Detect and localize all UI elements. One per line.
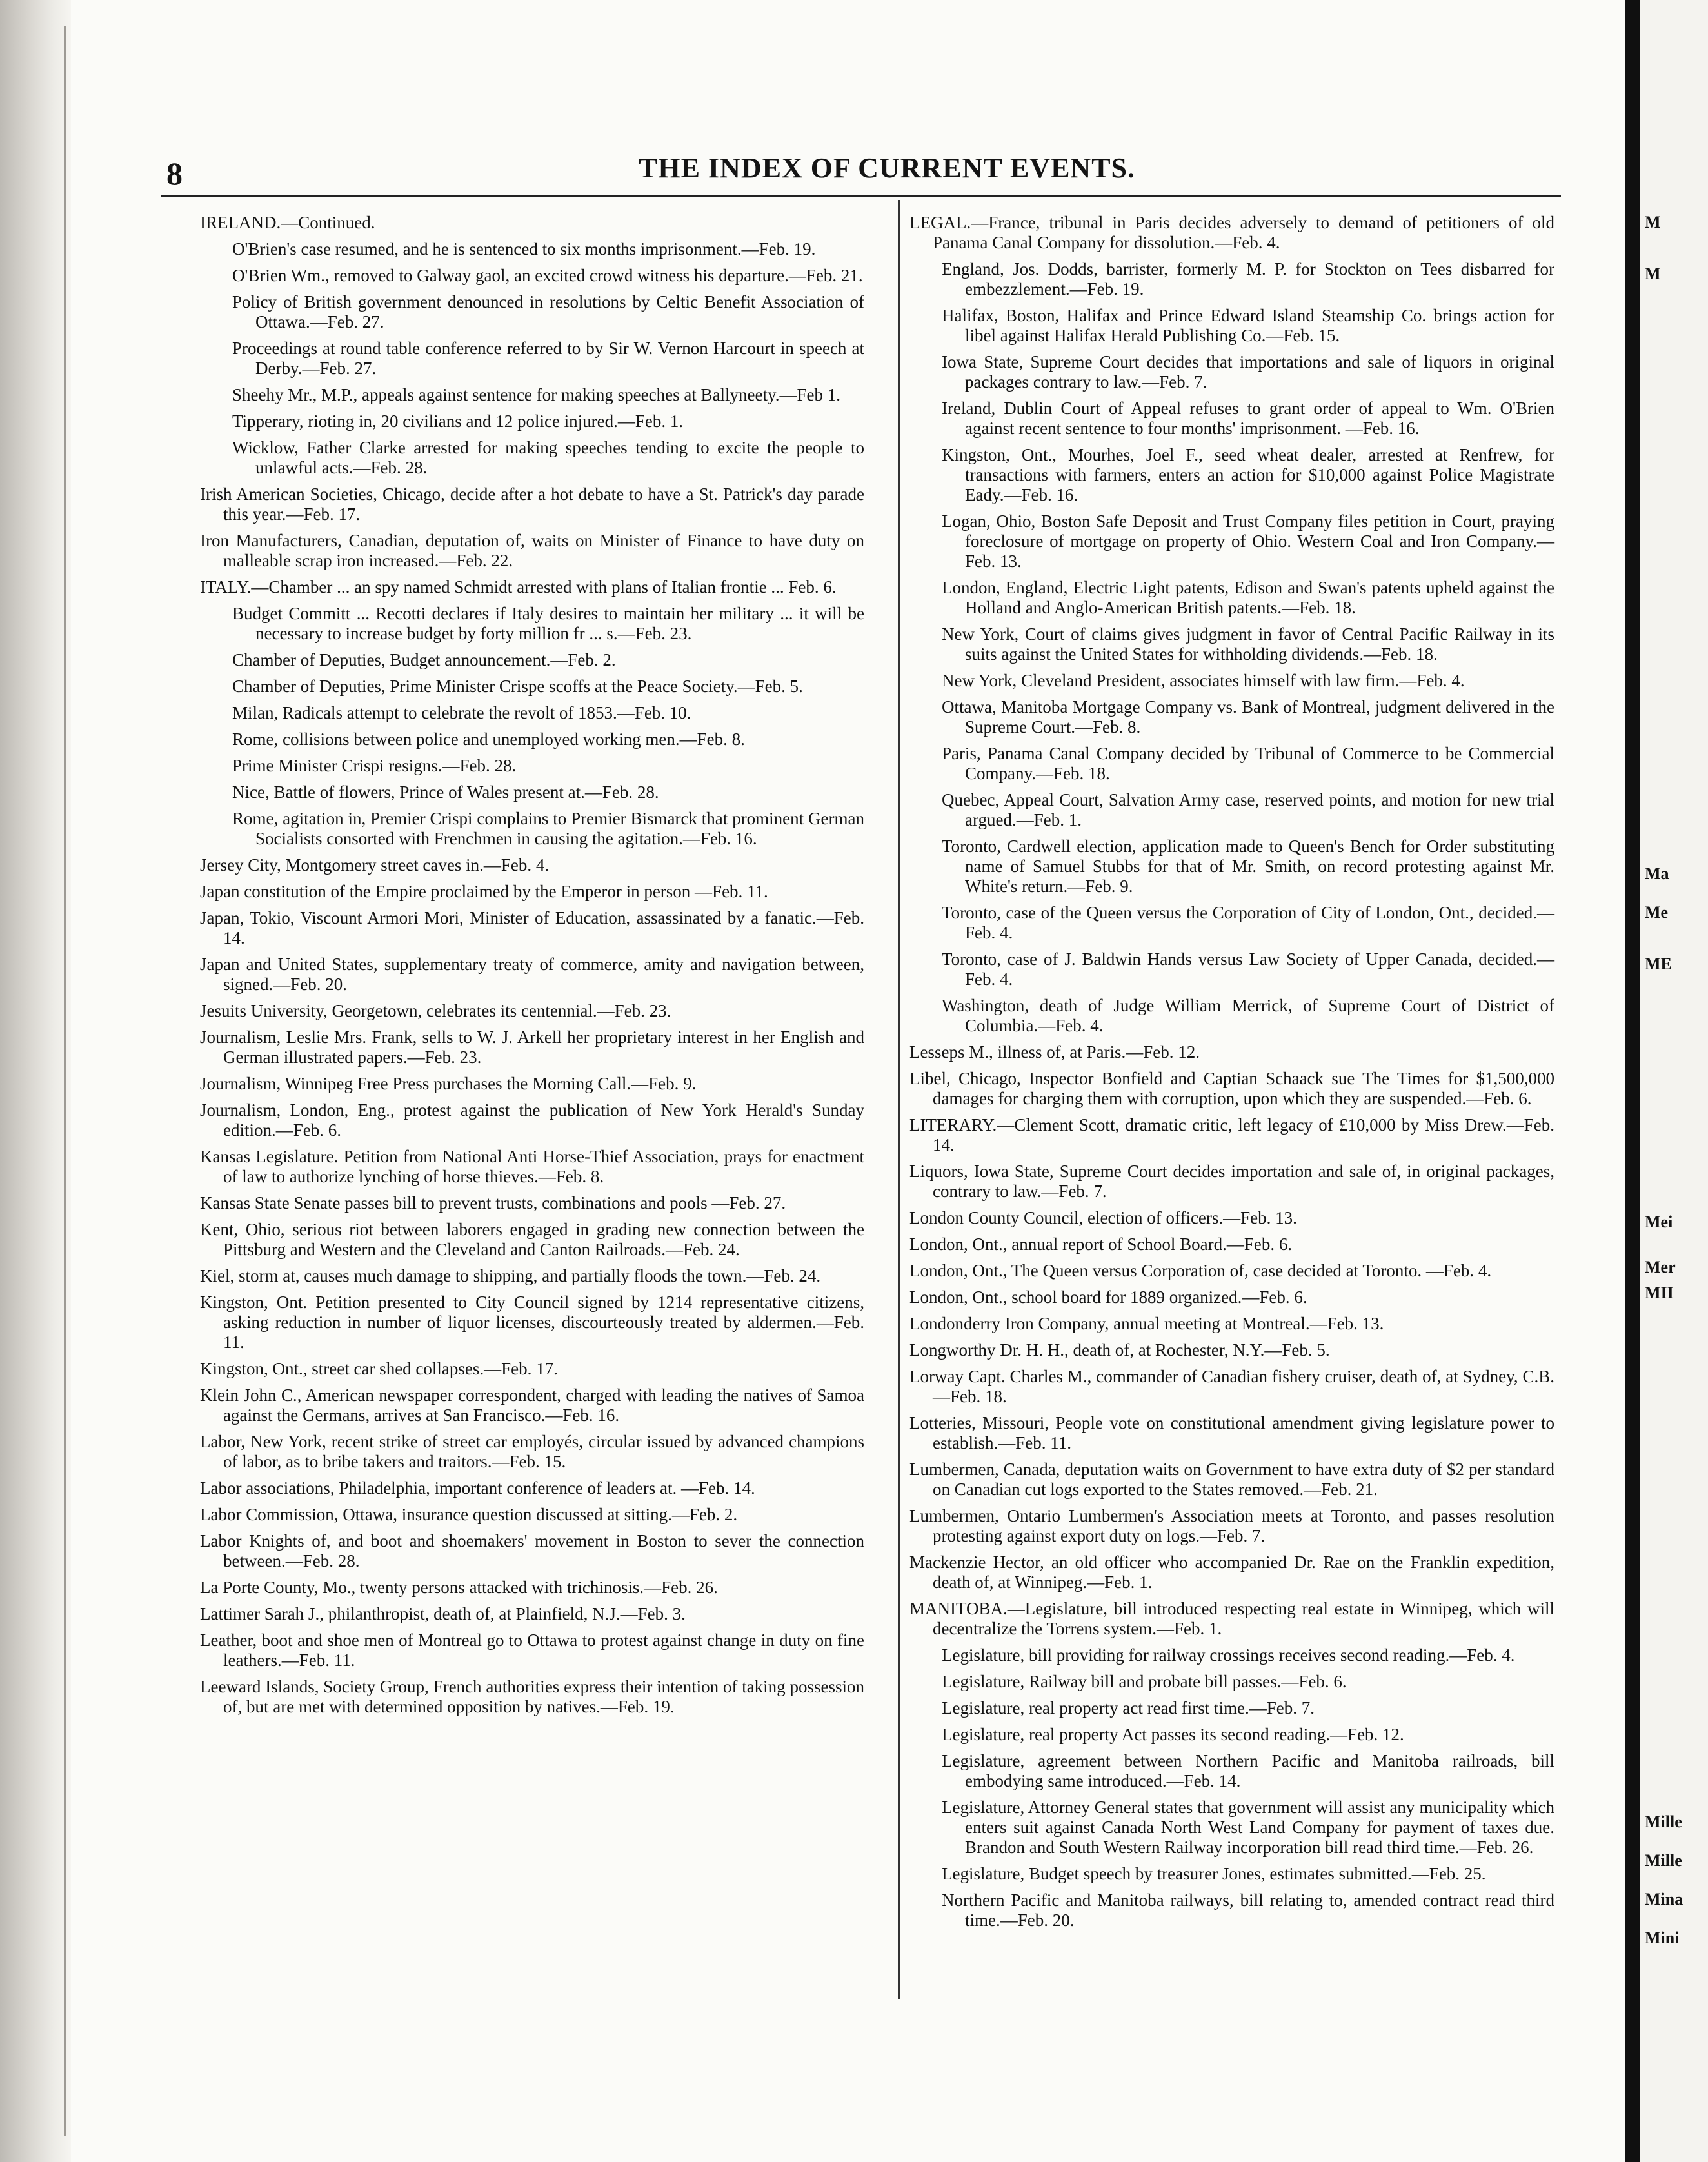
facing-page-fragment: Ma — [1645, 864, 1669, 883]
index-entry: MANITOBA.—Legislature, bill introduced respecting real estate in Winnipeg, which will decentralize the Torrens system.—Feb. 1. — [909, 1599, 1554, 1638]
index-entry: Irish American Societies, Chicago, decide after a hot debate to have a St. Patrick's day parade this year.—Feb. 17. — [200, 484, 864, 524]
index-entry: LITERARY.—Clement Scott, dramatic critic, left legacy of £10,000 by Miss Drew.—Feb. 14. — [909, 1115, 1554, 1155]
gutter-shadow — [1625, 0, 1640, 2162]
index-entry: London, Ont., annual report of School Board.—Feb. 6. — [909, 1235, 1293, 1254]
index-entry: Lumbermen, Ontario Lumbermen's Association meets at Toronto, and passes resolution protesting against export duty on logs.—Feb. 7. — [909, 1506, 1554, 1545]
index-entry: Journalism, London, Eng., protest against the publication of New York Herald's Sunday edition.—Feb. 6. — [200, 1100, 864, 1140]
left-column — [200, 213, 864, 1723]
index-entry: Legislature, Budget speech by treasurer Jones, estimates submitted.—Feb. 25. — [942, 1864, 1486, 1883]
index-entry: Legislature, Attorney General states that government will assist any municipality which enters suit against Canada North West Land Company for payment of taxes due. Brandon and South Western Railway incorporation bill read third time.—Feb. 26. — [942, 1798, 1554, 1857]
index-entry: Lattimer Sarah J., philanthropist, death of, at Plainfield, N.J.—Feb. 3. — [200, 1604, 686, 1623]
facing-page-fragment: ME — [1645, 955, 1672, 973]
index-entry: Proceedings at round table conference referred to by Sir W. Vernon Harcourt in speech at Derby.—Feb. 27. — [232, 339, 864, 378]
index-entry: La Porte County, Mo., twenty persons attacked with trichinosis.—Feb. 26. — [200, 1578, 718, 1597]
index-entry: Japan and United States, supplementary treaty of commerce, amity and navigation between, signed.—Feb. 20. — [200, 955, 864, 994]
index-entry: Kent, Ohio, serious riot between laborers engaged in grading new connection between the Pittsburg and Western and the Cleveland and Canton Railroads.—Feb. 24. — [200, 1220, 864, 1259]
index-entry: Jersey City, Montgomery street caves in.—Feb. 4. — [200, 855, 550, 875]
index-entry: Legislature, real property act read first time.—Feb. 7. — [942, 1698, 1315, 1718]
facing-page-fragment: M — [1645, 213, 1661, 232]
index-entry: Kansas Legislature. Petition from National Anti Horse-Thief Association, prays for enactment of law to authorize lynching of horse thieves.—Feb. 8. — [200, 1147, 864, 1186]
index-entry: London, Ont., The Queen versus Corporation of, case decided at Toronto. —Feb. 4. — [909, 1261, 1492, 1280]
index-entry: Ottawa, Manitoba Mortgage Company vs. Bank of Montreal, judgment delivered in the Supreme Court.—Feb. 8. — [942, 697, 1554, 737]
book-binding — [0, 0, 71, 2162]
index-entry: Japan constitution of the Empire proclaimed by the Emperor in person —Feb. 11. — [200, 882, 768, 901]
facing-page-fragment: Mini — [1645, 1929, 1680, 1947]
index-entry: Legislature, Railway bill and probate bill passes.—Feb. 6. — [942, 1672, 1347, 1691]
index-entry: Nice, Battle of flowers, Prince of Wales present at.—Feb. 28. — [232, 782, 659, 802]
index-entry: Labor Knights of, and boot and shoemakers' movement in Boston to sever the connection between.—Feb. 28. — [200, 1531, 864, 1571]
index-entry: Halifax, Boston, Halifax and Prince Edward Island Steamship Co. brings action for libel against Halifax Herald Publishing Co.—Feb. 15. — [942, 306, 1554, 345]
index-entry: Leather, boot and shoe men of Montreal go to Ottawa to protest against change in duty on fine leathers.—Feb. 11. — [200, 1631, 864, 1670]
index-entry: Prime Minister Crispi resigns.—Feb. 28. — [232, 756, 517, 775]
index-entry: England, Jos. Dodds, barrister, formerly M. P. for Stockton on Tees disbarred for embezzlement.—Feb. 19. — [942, 259, 1554, 299]
index-entry: Kansas State Senate passes bill to prevent trusts, combinations and pools —Feb. 27. — [200, 1193, 786, 1213]
index-entry: Legislature, real property Act passes its second reading.—Feb. 12. — [942, 1725, 1404, 1744]
index-entry: Paris, Panama Canal Company decided by Tribunal of Commerce to be Commercial Company.—Feb. 18. — [942, 744, 1554, 783]
index-entry: New York, Court of claims gives judgment in favor of Central Pacific Railway in its suits against the United States for withholding dividends.—Feb. 18. — [942, 624, 1554, 664]
index-entry: Milan, Radicals attempt to celebrate the revolt of 1853.—Feb. 10. — [232, 703, 691, 722]
index-entry: Kingston, Ont., street car shed collapses.—Feb. 17. — [200, 1359, 558, 1378]
index-entry: Policy of British government denounced in resolutions by Celtic Benefit Association of Ottawa.—Feb. 27. — [232, 292, 864, 332]
facing-page-fragment: Mei — [1645, 1213, 1673, 1231]
index-entry: Legislature, bill providing for railway crossings receives second reading.—Feb. 4. — [942, 1645, 1515, 1665]
index-entry: Kingston, Ont., Mourhes, Joel F., seed wheat dealer, arrested at Renfrew, for transactions with farmers, enters an action for $10,000 against Police Magistrate Eady.—Feb. 16. — [942, 445, 1554, 504]
index-entry: Toronto, Cardwell election, application made to Queen's Bench for Order substituting name of Samuel Stubbs for that of Mr. Smith, on record protesting against Mr. White's return.—Feb. 9. — [942, 837, 1554, 896]
column-rule — [898, 200, 900, 1999]
index-entry: Tipperary, rioting in, 20 civilians and 12 police injured.—Feb. 1. — [232, 412, 684, 431]
index-entry: O'Brien Wm., removed to Galway gaol, an excited crowd witness his departure.—Feb. 21. — [232, 266, 863, 285]
index-entry: Wicklow, Father Clarke arrested for making speeches tending to excite the people to unlawful acts.—Feb. 28. — [232, 438, 864, 477]
index-entry: Chamber of Deputies, Budget announcement.—Feb. 2. — [232, 650, 616, 669]
index-entry: Washington, death of Judge William Merrick, of Supreme Court of District of Columbia.—Feb. 4. — [942, 996, 1554, 1035]
index-entry: Sheehy Mr., M.P., appeals against sentence for making speeches at Ballyneety.—Feb 1. — [232, 385, 841, 404]
page-edge — [64, 26, 66, 2136]
index-entry: Journalism, Leslie Mrs. Frank, sells to W. J. Arkell her proprietary interest in her English and German illustrated papers.—Feb. 23. — [200, 1027, 864, 1067]
index-entry: Jesuits University, Georgetown, celebrates its centennial.—Feb. 23. — [200, 1001, 671, 1020]
index-entry: Iron Manufacturers, Canadian, deputation of, waits on Minister of Finance to have duty on malleable scrap iron increased.—Feb. 22. — [200, 531, 864, 570]
index-entry: Longworthy Dr. H. H., death of, at Rochester, N.Y.—Feb. 5. — [909, 1340, 1330, 1360]
index-entry: London, Ont., school board for 1889 organized.—Feb. 6. — [909, 1287, 1307, 1307]
facing-page-fragment: M — [1645, 264, 1661, 283]
index-entry: Journalism, Winnipeg Free Press purchases the Morning Call.—Feb. 9. — [200, 1074, 697, 1093]
index-entry: Leeward Islands, Society Group, French authorities express their intention of taking possession of, but are met with determined opposition by natives.—Feb. 19. — [200, 1677, 864, 1716]
index-entry: Mackenzie Hector, an old officer who accompanied Dr. Rae on the Franklin expedition, death of, at Winnipeg.—Feb. 1. — [909, 1552, 1554, 1592]
facing-page-fragment: Mille — [1645, 1812, 1682, 1831]
index-entry: Ireland, Dublin Court of Appeal refuses to grant order of appeal to Wm. O'Brien against recent sentence to four months' imprisonment. —Feb. 16. — [942, 399, 1554, 438]
index-entry: Londonderry Iron Company, annual meeting at Montreal.—Feb. 13. — [909, 1314, 1384, 1333]
index-entry: Rome, collisions between police and unemployed working men.—Feb. 8. — [232, 729, 745, 749]
index-entry: Kiel, storm at, causes much damage to shipping, and partially floods the town.—Feb. 24. — [200, 1266, 821, 1285]
index-entry: Rome, agitation in, Premier Crispi complains to Premier Bismarck that prominent German Socialists consorted with Frenchmen in causing the agitation.—Feb. 16. — [232, 809, 864, 848]
index-entry: Lotteries, Missouri, People vote on constitutional amendment giving legislature power to establish.—Feb. 11. — [909, 1413, 1554, 1453]
index-entry: Quebec, Appeal Court, Salvation Army case, reserved points, and motion for new trial argued.—Feb. 1. — [942, 790, 1554, 829]
index-entry: Libel, Chicago, Inspector Bonfield and Captian Schaack sue The Times for $1,500,000 damages for charging them with corruption, upon which they are suspended.—Feb. 6. — [909, 1069, 1554, 1108]
index-entry: Chamber of Deputies, Prime Minister Crispe scoffs at the Peace Society.—Feb. 5. — [232, 677, 803, 696]
header-rule — [161, 195, 1561, 197]
facing-page-fragment: Mina — [1645, 1890, 1683, 1909]
index-entry: Liquors, Iowa State, Supreme Court decides importation and sale of, in original packages, contrary to law.—Feb. 7. — [909, 1162, 1554, 1201]
right-column — [909, 213, 1554, 1937]
index-entry: London, England, Electric Light patents, Edison and Swan's patents upheld against the Holland and Anglo-American British patents.—Feb. 18. — [942, 578, 1554, 617]
facing-page-fragment: MII — [1645, 1284, 1674, 1302]
index-entry: Klein John C., American newspaper correspondent, charged with leading the natives of Samoa against the Germans, arrives at San Francisco.—Feb. 16. — [200, 1385, 864, 1425]
index-entry: Toronto, case of J. Baldwin Hands versus Law Society of Upper Canada, decided.—Feb. 4. — [942, 949, 1554, 989]
index-entry: Lumbermen, Canada, deputation waits on Government to have extra duty of $2 per standard on Canadian cut logs exported to the States removed.—Feb. 21. — [909, 1460, 1554, 1499]
index-entry: Budget Committ ... Recotti declares if Italy desires to maintain her military ... it will be necessary to increase budget by forty million fr ... s.—Feb. 23. — [232, 604, 864, 643]
index-entry: Lesseps M., illness of, at Paris.—Feb. 12. — [909, 1042, 1200, 1062]
index-entry: Toronto, case of the Queen versus the Corporation of City of London, Ont., decided.—Feb. 4. — [942, 903, 1554, 942]
index-entry: ITALY.—Chamber ... an spy named Schmidt arrested with plans of Italian frontie ... Feb. 6. — [200, 577, 837, 597]
running-head: THE INDEX OF CURRENT EVENTS. — [639, 152, 1136, 184]
facing-page-fragment: Mer — [1645, 1258, 1676, 1276]
index-entry: Labor, New York, recent strike of street car employés, circular issued by advanced champions of labor, as to bribe takers and traitors.—Feb. 15. — [200, 1432, 864, 1471]
index-entry: New York, Cleveland President, associates himself with law firm.—Feb. 4. — [942, 671, 1465, 690]
index-entry: Labor Commission, Ottawa, insurance question discussed at sitting.—Feb. 2. — [200, 1505, 738, 1524]
index-entry: O'Brien's case resumed, and he is sentenced to six months imprisonment.—Feb. 19. — [232, 239, 816, 259]
index-entry: Lorway Capt. Charles M., commander of Canadian fishery cruiser, death of, at Sydney, C.B.—Feb. 18. — [909, 1367, 1554, 1406]
index-entry: Logan, Ohio, Boston Safe Deposit and Trust Company files petition in Court, praying foreclosure of mortgage on property of Ohio. Western Coal and Iron Company.—Feb. 13. — [942, 511, 1554, 571]
index-entry: Labor associations, Philadelphia, important conference of leaders at. —Feb. 14. — [200, 1478, 755, 1498]
index-entry: Iowa State, Supreme Court decides that importations and sale of liquors in original packages contrary to law.—Feb. 7. — [942, 352, 1554, 392]
index-entry: IRELAND.—Continued. — [200, 213, 375, 232]
page-number: 8 — [166, 155, 183, 192]
facing-page-fragment: Mille — [1645, 1851, 1682, 1870]
facing-page-edge — [1625, 0, 1708, 2162]
index-entry: Japan, Tokio, Viscount Armori Mori, Minister of Education, assassinated by a fanatic.—Feb. 14. — [200, 908, 864, 947]
index-entry: Northern Pacific and Manitoba railways, bill relating to, amended contract read third time.—Feb. 20. — [942, 1890, 1554, 1930]
index-entry: LEGAL.—France, tribunal in Paris decides adversely to demand of petitioners of old Panama Canal Company for dissolution.—Feb. 4. — [909, 213, 1554, 252]
index-entry: Legislature, agreement between Northern Pacific and Manitoba railroads, bill embodying same introduced.—Feb. 14. — [942, 1751, 1554, 1790]
index-entry: London County Council, election of officers.—Feb. 13. — [909, 1208, 1297, 1227]
facing-page-fragment: Me — [1645, 903, 1669, 922]
index-entry: Kingston, Ont. Petition presented to City Council signed by 1214 representative citizens, asking reduction in number of liquor licenses, discourteously treated by aldermen.—Feb. 11. — [200, 1293, 864, 1352]
